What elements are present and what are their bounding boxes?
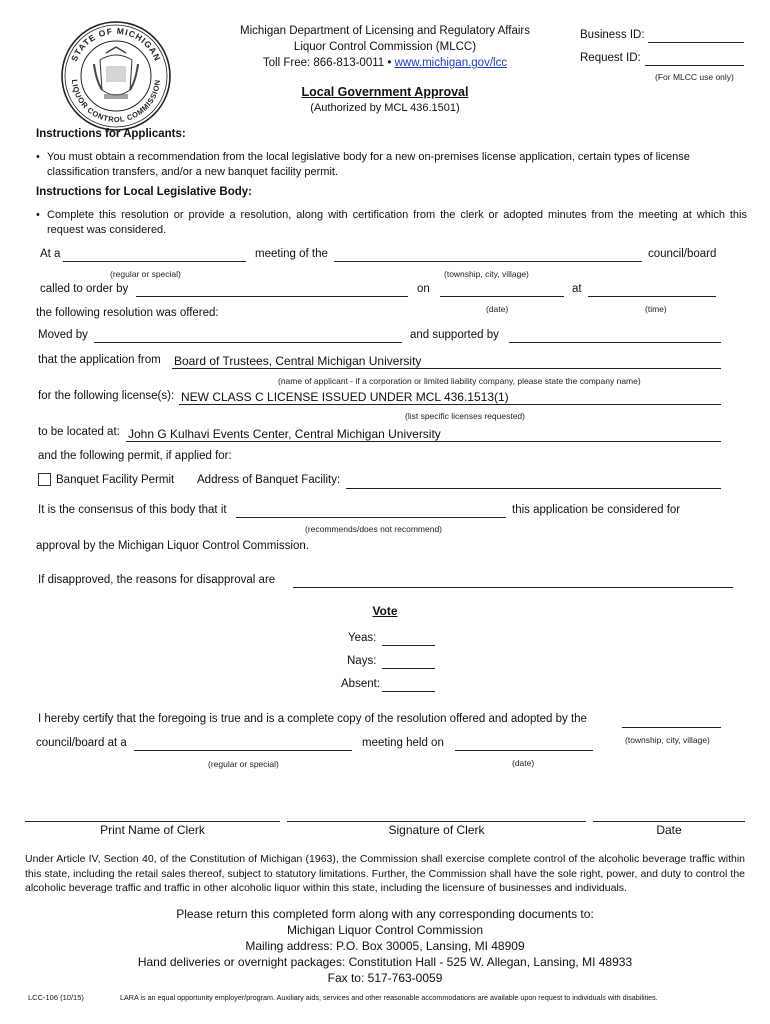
return-line-5: Fax to: 517-763-0059 (327, 971, 443, 985)
resolution-offered-label: the following resolution was offered: (36, 307, 219, 319)
banquet-address-label: Address of Banquet Facility: (197, 474, 341, 486)
authorized-note: (Authorized by MCL 436.1501) (310, 102, 460, 114)
municipality-field[interactable] (334, 261, 642, 262)
article-text: Under Article IV, Section 40, of the Constitution of Michigan (1963), the Commission shall exercise complete control of the alcoholic beverage traffic within this state, including the retail sales thereof, subject to statutory limitations. Further, the Commission shall have the sole right, power, and duty to control the alcoholic beverage traffic and traffic in other alcoholic liquor within this state, including the licensure of businesses and individuals. (25, 853, 745, 894)
seal-text-bottom: LIQUOR CONTROL COMMISSION (69, 78, 163, 125)
lara-notice: LARA is an equal opportunity employer/program. Auxiliary aids, services and other reasonable accommodations are available upon request to individuals with disabilities. (120, 993, 658, 1002)
application-from-label: that the application from (38, 354, 161, 366)
banquet-permit-checkbox[interactable] (38, 473, 51, 486)
certify-township-hint: (township, city, village) (625, 735, 710, 745)
form-id: LCC-106 (10/15) (28, 993, 84, 1002)
return-line-3: Mailing address: P.O. Box 30005, Lansing, MI 48909 (245, 939, 525, 953)
clerk-date-field[interactable] (593, 821, 745, 822)
print-name-label: Print Name of Clerk (100, 823, 205, 837)
nays-field[interactable] (382, 668, 435, 669)
certify-text: I hereby certify that the foregoing is true and is a complete copy of the resolution offered and adopted by the (38, 713, 587, 725)
banquet-permit-label: Banquet Facility Permit (56, 474, 175, 486)
seal-text-top: STATE OF MICHIGAN (68, 25, 164, 63)
banquet-address-field[interactable] (346, 488, 721, 489)
meeting-type-field[interactable] (63, 261, 246, 262)
vote-heading: Vote (372, 604, 398, 618)
called-to-order-label: called to order by (40, 283, 129, 295)
recommends-hint: (recommends/does not recommend) (305, 524, 443, 534)
disapproval-reasons-field[interactable] (293, 587, 733, 588)
absent-label: Absent: (341, 678, 380, 690)
licenses-field-line (179, 404, 721, 405)
mlcc-use-note: (For MLCC use only) (655, 72, 734, 82)
business-id-label: Business ID: (580, 29, 645, 41)
recommendation-field[interactable] (236, 517, 506, 518)
bullet-dot: • (36, 209, 40, 221)
at-a-label: At a (40, 248, 61, 260)
located-label: to be located at: (38, 426, 120, 438)
supported-by-field[interactable] (509, 342, 721, 343)
approval-by-label: approval by the Michigan Liquor Control Commission. (36, 540, 309, 552)
regular-special-hint: (regular or special) (110, 269, 181, 279)
moved-by-label: Moved by (38, 329, 88, 341)
applicant-hint: (name of applicant - if a corporation or limited liability company, please state the company name) (278, 376, 641, 386)
certify-meeting-type-field[interactable] (134, 750, 352, 751)
legislative-instruction: Complete this resolution or provide a resolution, along with certification from the clerk or adopted minutes from the meeting at which this request was considered. (47, 209, 747, 236)
form-title: Local Government Approval (301, 85, 469, 99)
township-hint: (township, city, village) (444, 269, 529, 279)
time-hint: (time) (645, 304, 667, 314)
licenses-label: for the following license(s): (38, 390, 175, 402)
return-line-1: Please return this completed form along with any corresponding documents to: (176, 907, 594, 921)
called-by-field[interactable] (136, 296, 408, 297)
licenses-hint: (list specific licenses requested) (405, 411, 525, 421)
clerk-signature-field[interactable] (287, 821, 586, 822)
absent-field[interactable] (382, 691, 435, 692)
applicant-field-line (172, 368, 721, 369)
dept-name: Michigan Department of Licensing and Regulatory Affairs (239, 25, 530, 37)
licenses-value[interactable]: NEW CLASS C LICENSE ISSUED UNDER MCL 436.1513(1) (181, 390, 509, 404)
signature-label: Signature of Clerk (388, 823, 485, 837)
certify-regular-hint: (regular or special) (208, 759, 279, 769)
clerk-name-field[interactable] (25, 821, 280, 822)
certify-date-hint: (date) (512, 758, 535, 768)
meeting-held-on-label: meeting held on (362, 737, 444, 749)
applicants-instruction: You must obtain a recommendation from the local legislative body for a new on-premises license application, certain types of license classification transfers, and/or a new banquet facility permit. (47, 151, 690, 178)
request-id-label: Request ID: (580, 52, 641, 64)
yeas-field[interactable] (382, 645, 435, 646)
consensus-label: It is the consensus of this body that it (38, 504, 227, 516)
michigan-lcc-seal (60, 20, 172, 132)
contact-line (205, 56, 565, 70)
return-line-4: Hand deliveries or overnight packages: Constitution Hall - 525 W. Allegan, Lansing, MI 48933 (137, 955, 633, 969)
at-label: at (572, 283, 582, 295)
date-hint: (date) (486, 304, 509, 314)
supported-by-label: and supported by (410, 329, 499, 341)
meeting-time-field[interactable] (588, 296, 716, 297)
permit-label: and the following permit, if applied for: (38, 450, 232, 462)
commission-name: Liquor Control Commission (MLCC) (293, 41, 477, 53)
applicants-heading: Instructions for Applicants: (36, 128, 186, 140)
located-value[interactable]: John G Kulhavi Events Center, Central Michigan University (128, 427, 441, 441)
bullet-dot: • (36, 151, 40, 163)
meeting-of-label: meeting of the (255, 248, 328, 260)
date-label: Date (656, 823, 682, 837)
business-id-field[interactable] (648, 42, 744, 43)
certify-township-field[interactable] (622, 727, 721, 728)
return-line-2: Michigan Liquor Control Commission (286, 923, 484, 937)
request-id-field[interactable] (645, 65, 744, 66)
nays-label: Nays: (347, 655, 377, 667)
council-board-at-label: council/board at a (36, 737, 127, 749)
on-label: on (417, 283, 430, 295)
yeas-label: Yeas: (348, 632, 377, 644)
meeting-date-field[interactable] (440, 296, 564, 297)
moved-by-field[interactable] (94, 342, 402, 343)
council-board-label: council/board (648, 248, 717, 260)
located-field-line (126, 441, 721, 442)
applicant-value[interactable]: Board of Trustees, Central Michigan University (174, 354, 422, 368)
website-link[interactable]: www.michigan.gov/lcc (394, 57, 508, 69)
tollfree-text: Toll Free: 866-813-0011 • (262, 57, 392, 69)
certify-date-field[interactable] (455, 750, 593, 751)
legislative-heading: Instructions for Local Legislative Body: (36, 186, 252, 198)
considered-for-label: this application be considered for (512, 504, 681, 516)
disapproval-label: If disapproved, the reasons for disapproval are (38, 574, 276, 586)
